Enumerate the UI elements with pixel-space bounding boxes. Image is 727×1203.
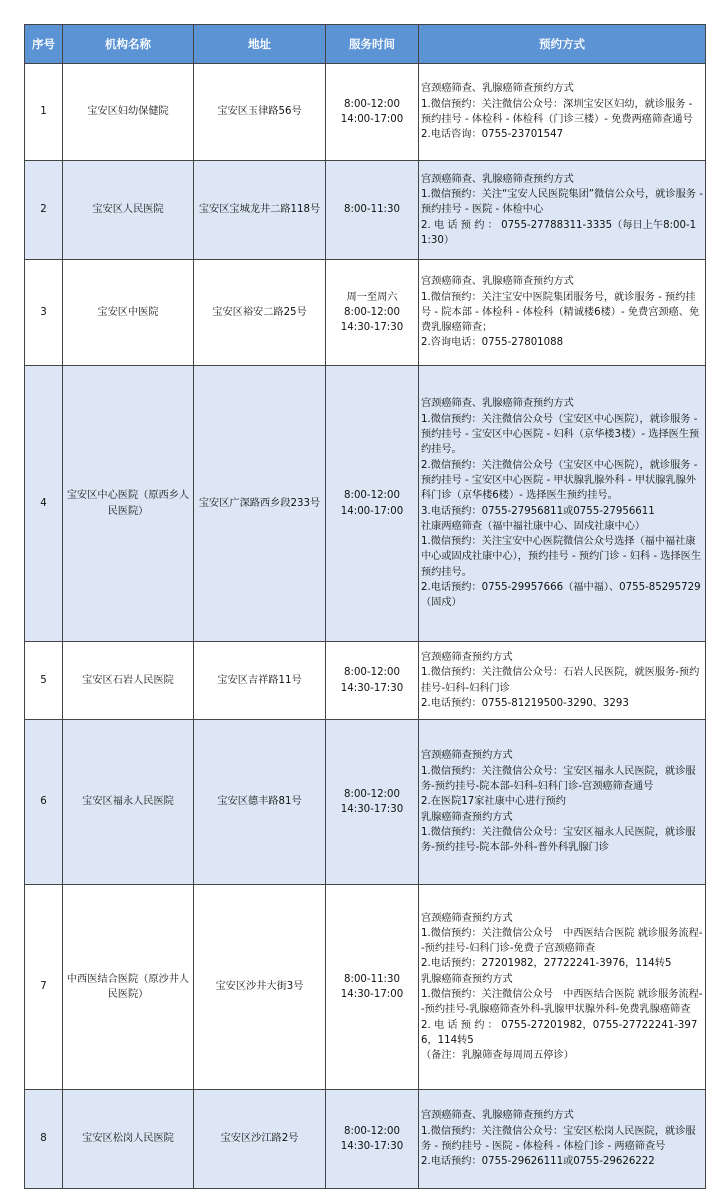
table-row — [25, 720, 706, 885]
row-address: 宝安区广深路西乡段233号 — [194, 366, 326, 642]
hours-line: 8:00-12:00 — [344, 306, 400, 318]
header-booking: 预约方式 — [419, 25, 706, 64]
table-row — [25, 161, 706, 260]
hours-line: 8:00-12:00 — [344, 1125, 400, 1137]
hours-line: 8:00-12:00 — [344, 490, 400, 502]
booking-line: 2.微信预约：关注微信公众号（宝安区中心医院），就诊服务 - 预约挂号 - 宝安区中心医院 - 甲状腺乳腺外科 - 甲状腺乳腺外科门诊（京华楼6楼）- 选择医生预约挂号。 — [421, 459, 698, 502]
hours-line: 14:30-17:30 — [340, 1141, 404, 1152]
row-hours — [326, 260, 419, 366]
hours-line: 14:30-17:30 — [340, 682, 404, 694]
row-hours — [326, 642, 419, 720]
row-hours — [326, 885, 419, 1090]
booking-line: （备注：乳腺筛查每周周五停诊） — [421, 1050, 574, 1062]
row-booking — [419, 64, 706, 161]
booking-line: 乳腺癌筛查预约方式 — [421, 811, 513, 823]
row-address: 宝安区吉祥路11号 — [194, 642, 326, 720]
booking-line: 1.微信预约：关注微信公众号：宝安区松岗人民医院，就诊服务 - 预约挂号 - 医院 - 体检科 - 体检门诊 - 两癌筛查号 — [421, 1125, 696, 1152]
row-institution: 中西医结合医院（原沙井人民医院） — [63, 885, 194, 1090]
row-hours — [326, 64, 419, 161]
row-address: 宝安区玉律路56号 — [194, 64, 326, 161]
booking-line: 2.电话预约：0755-29957666（福中福）、0755-85295729（固戍） — [421, 581, 701, 609]
row-institution: 宝安区人民医院 — [63, 161, 194, 260]
row-no: 1 — [25, 64, 63, 161]
booking-line: 1.微信预约：关注微信公众号 中西医结合医院 就诊服务流程--预约挂号-妇科门诊-免费子宫颈癌筛查 — [421, 927, 703, 955]
hours-line: 14:30-17:00 — [340, 989, 404, 1000]
row-booking — [419, 642, 706, 720]
booking-line: 2.电话咨询：0755-23701547 — [421, 129, 564, 141]
row-no: 2 — [25, 161, 63, 260]
booking-line: 1.微信预约：关注微信公众号：宝安区福永人民医院，就诊服务-预约挂号-院本部-外科-普外科乳腺门诊 — [421, 826, 696, 854]
row-booking — [419, 720, 706, 885]
hours-line: 8:00-11:30 — [344, 204, 400, 216]
row-address: 宝安区德丰路81号 — [194, 720, 326, 885]
row-institution: 宝安区中心医院（原西乡人民医院） — [63, 366, 194, 642]
hours-line: 8:00-12:00 — [344, 788, 400, 800]
booking-line: 1.微信预约：关注微信公众号：石岩人民医院，就医服务-预约挂号-妇科-妇科门诊 — [421, 667, 700, 694]
row-hours — [326, 1090, 419, 1189]
row-address: 宝安区裕安二路25号 — [194, 260, 326, 366]
booking-line: 宫颈癌筛查、乳腺癌筛查预约方式 — [421, 1110, 574, 1122]
hours-line: 14:30-17:30 — [340, 804, 404, 815]
row-booking — [419, 161, 706, 260]
row-booking — [419, 885, 706, 1090]
table-row — [25, 366, 706, 642]
header-no: 序号 — [25, 25, 63, 64]
row-address: 宝安区宝城龙井二路118号 — [194, 161, 326, 260]
hours-line: 14:30-17:30 — [340, 322, 404, 334]
row-booking — [419, 366, 706, 642]
row-address: 宝安区沙井大街3号 — [194, 885, 326, 1090]
booking-line: 2.电话预约：0755-81219500-3290、3293 — [421, 697, 629, 709]
row-no: 6 — [25, 720, 63, 885]
table-row — [25, 642, 706, 720]
row-booking — [419, 1090, 706, 1189]
hours-line: 8:00-12:00 — [344, 667, 400, 679]
booking-line: 宫颈癌筛查预约方式 — [421, 750, 513, 762]
hours-line: 周一至周六 — [346, 291, 398, 303]
hours-line: 14:00-17:00 — [340, 114, 404, 125]
header-name: 机构名称 — [63, 25, 194, 64]
row-no: 7 — [25, 885, 63, 1090]
booking-line: 3.电话预约：0755-27956811或0755-27956611 — [421, 505, 655, 517]
row-no: 5 — [25, 642, 63, 720]
table-row — [25, 1090, 706, 1189]
row-institution: 宝安区福永人民医院 — [63, 720, 194, 885]
table-row — [25, 64, 706, 161]
row-institution: 宝安区中医院 — [63, 260, 194, 366]
row-no: 8 — [25, 1090, 63, 1189]
booking-line: 1.微信预约：关注“宝安人民医院集团”微信公众号，就诊服务 - 预约挂号 - 医院 - 体检中心 — [421, 189, 703, 216]
row-no: 4 — [25, 366, 63, 642]
row-hours — [326, 720, 419, 885]
booking-line: 社康两癌筛查（福中福社康中心、固戍社康中心） — [421, 520, 646, 532]
booking-line: 宫颈癌筛查、乳腺癌筛查预约方式 — [421, 83, 574, 95]
row-institution: 宝安区松岗人民医院 — [63, 1090, 194, 1189]
booking-line: 2. 电 话 预 约 ： 0755-27788311-3335（每日上午8:00-11:30） — [421, 219, 697, 246]
hours-line: 8:00-12:00 — [344, 98, 400, 110]
booking-line: 1.微信预约：关注宝安中医院集团服务号，就诊服务 - 预约挂号 - 院本部 - 体检科 - 体检科（精诚楼6楼）- 免费宫颈癌、免费乳腺癌筛查； — [421, 291, 700, 334]
booking-line: 1.微信预约：关注宝安中心医院微信公众号选择（福中福社康中心或固戍社康中心），预约挂号 - 预约门诊 - 妇科 - 选择医生预约挂号。 — [421, 536, 702, 578]
row-address: 宝安区沙江路2号 — [194, 1090, 326, 1189]
header-hours: 服务时间 — [326, 25, 419, 64]
hours-line: 8:00-11:30 — [344, 973, 400, 985]
booking-line: 乳腺癌筛查预约方式 — [421, 973, 513, 985]
booking-line: 1.微信预约：关注微信公众号（宝安区中心医院），就诊服务 - 预约挂号 - 宝安区中心医院 - 妇科（京华楼3楼）- 选择医生预约挂号。 — [421, 413, 700, 456]
row-no: 3 — [25, 260, 63, 366]
table-header-row — [25, 25, 706, 64]
booking-line: 2. 电 话 预 约 ： 0755-27201982，0755-27722241-3976，114转5 — [421, 1019, 698, 1046]
hours-line: 14:00-17:00 — [340, 505, 404, 517]
table-row — [25, 885, 706, 1090]
row-booking — [419, 260, 706, 366]
booking-line: 宫颈癌筛查、乳腺癌筛查预约方式 — [421, 276, 574, 288]
booking-line: 宫颈癌筛查、乳腺癌筛查预约方式 — [421, 398, 574, 410]
booking-line: 1.微信预约：关注微信公众号：宝安区福永人民医院，就诊服务-预约挂号-院本部-妇科-妇科门诊-宫颈癌筛查通号 — [421, 765, 696, 793]
booking-line: 2.电话预约：27201982，27722241-3976，114转5 — [421, 958, 672, 970]
booking-line: 宫颈癌筛查预约方式 — [421, 651, 513, 663]
booking-line: 2.电话预约：0755-29626111或0755-29626222 — [421, 1156, 655, 1168]
row-institution: 宝安区石岩人民医院 — [63, 642, 194, 720]
booking-line: 宫颈癌筛查预约方式 — [421, 912, 513, 924]
booking-line: 2.在医院17家社康中心进行预约 — [421, 796, 566, 808]
row-institution: 宝安区妇幼保健院 — [63, 64, 194, 161]
header-address: 地址 — [194, 25, 326, 64]
row-hours — [326, 366, 419, 642]
booking-line: 1.微信预约：关注微信公众号：深圳宝安区妇幼，就诊服务 - 预约挂号 - 体检科 - 体检科（门诊三楼）- 免费两癌筛查通号 — [421, 98, 693, 125]
screening-table — [24, 24, 706, 1189]
booking-line: 2.咨询电话：0755-27801088 — [421, 337, 564, 349]
row-hours — [326, 161, 419, 260]
booking-line: 宫颈癌筛查、乳腺癌筛查预约方式 — [421, 173, 574, 185]
booking-line: 1.微信预约：关注微信公众号 中西医结合医院 就诊服务流程--预约挂号-乳腺癌筛查外科-乳腺甲状腺外科-免费乳腺癌筛查 — [421, 989, 703, 1016]
table-row — [25, 260, 706, 366]
